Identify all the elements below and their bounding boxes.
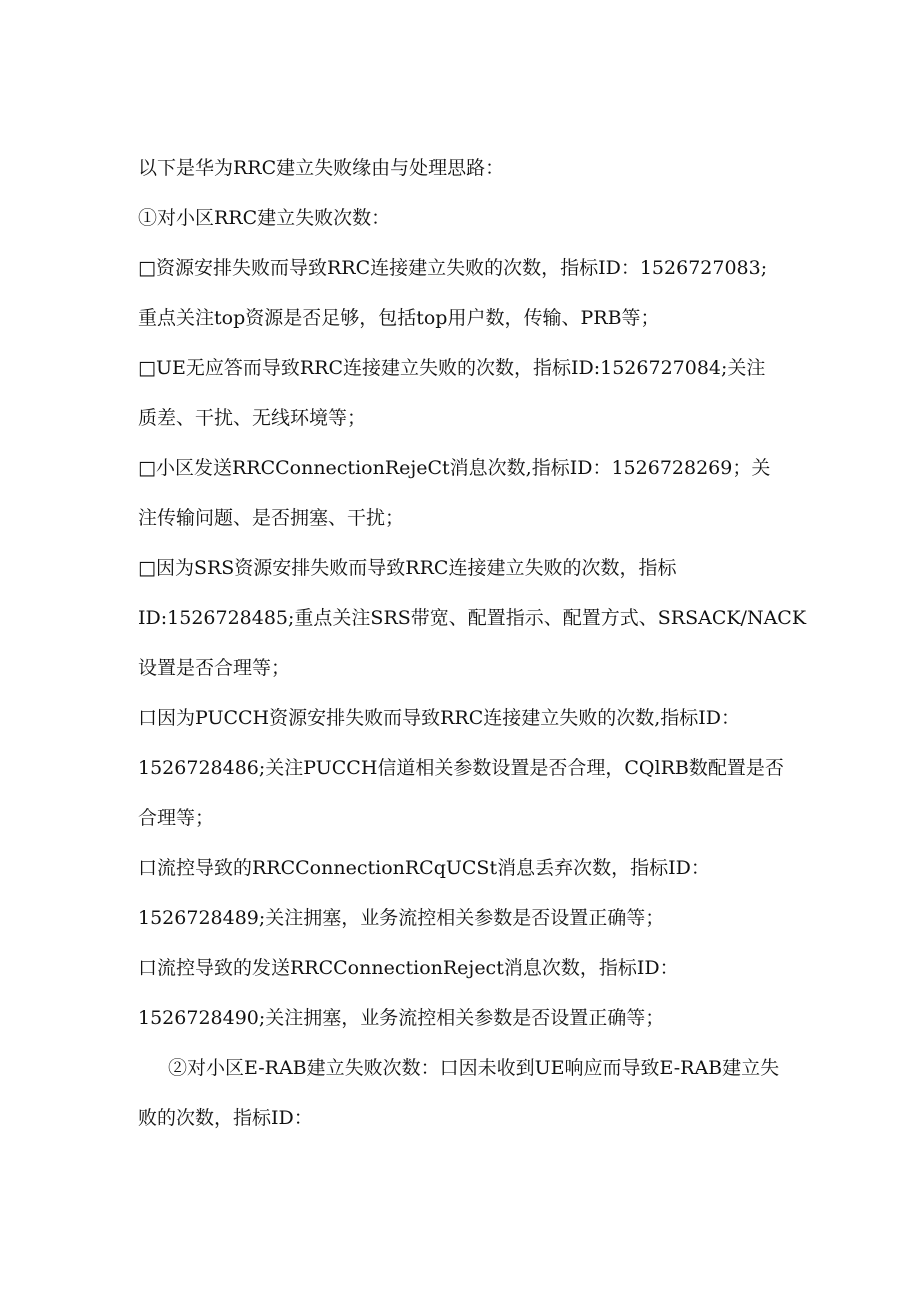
text-line: □资源安排失败而导致RRC连接建立失败的次数，指标ID：1526727083; (138, 257, 768, 279)
text-line: 口流控导致的RRCConnectionRCqUCSt消息丢弃次数，指标ID： (138, 857, 710, 879)
document-body (138, 143, 807, 1143)
text-line: 1526728490;关注拥塞，业务流控相关参数是否设置正确等； (138, 1007, 665, 1029)
text-line: 合理等； (138, 807, 215, 829)
text-line: 1526728489;关注拥塞，业务流控相关参数是否设置正确等； (138, 907, 665, 929)
text-line: 口因为PUCCH资源安排失败而导致RRC连接建立失败的次数,指标ID： (138, 707, 741, 729)
text-line: 1526728486;关注PUCCH信道相关参数设置是否合理，CQlRB数配置是否 (138, 757, 784, 779)
section-1-heading: ①对小区RRC建立失败次数： (138, 207, 391, 229)
text-line: 败的次数，指标ID： (138, 1107, 313, 1129)
section-2-heading: ②对小区E-RAB建立失败次数：口因未收到UE响应而导致E-RAB建立失 (168, 1057, 780, 1079)
text-line: 重点关注top资源是否足够，包括top用户数，传输、PRB等； (138, 307, 660, 329)
text-line: □因为SRS资源安排失败而导致RRC连接建立失败的次数，指标 (138, 557, 677, 579)
text-line: □UE无应答而导致RRC连接建立失败的次数，指标ID:1526727084;关注 (138, 357, 766, 379)
text-line: 注传输问题、是否拥塞、干扰； (138, 507, 405, 529)
text-line: ID:1526728485;重点关注SRS带宽、配置指示、配置方式、SRSACK/NACK (138, 607, 807, 629)
text-line: 质差、干扰、无线环境等； (138, 407, 367, 429)
text-line: □小区发送RRCConnectionRejeCt消息次数,指标ID：1526728269；关 (138, 457, 771, 479)
text-line: 设置是否合理等； (138, 657, 291, 679)
intro-line: 以下是华为RRC建立失败缘由与处理思路： (138, 157, 505, 179)
text-line: 口流控导致的发送RRCConnectionReject消息次数，指标ID： (138, 957, 679, 979)
